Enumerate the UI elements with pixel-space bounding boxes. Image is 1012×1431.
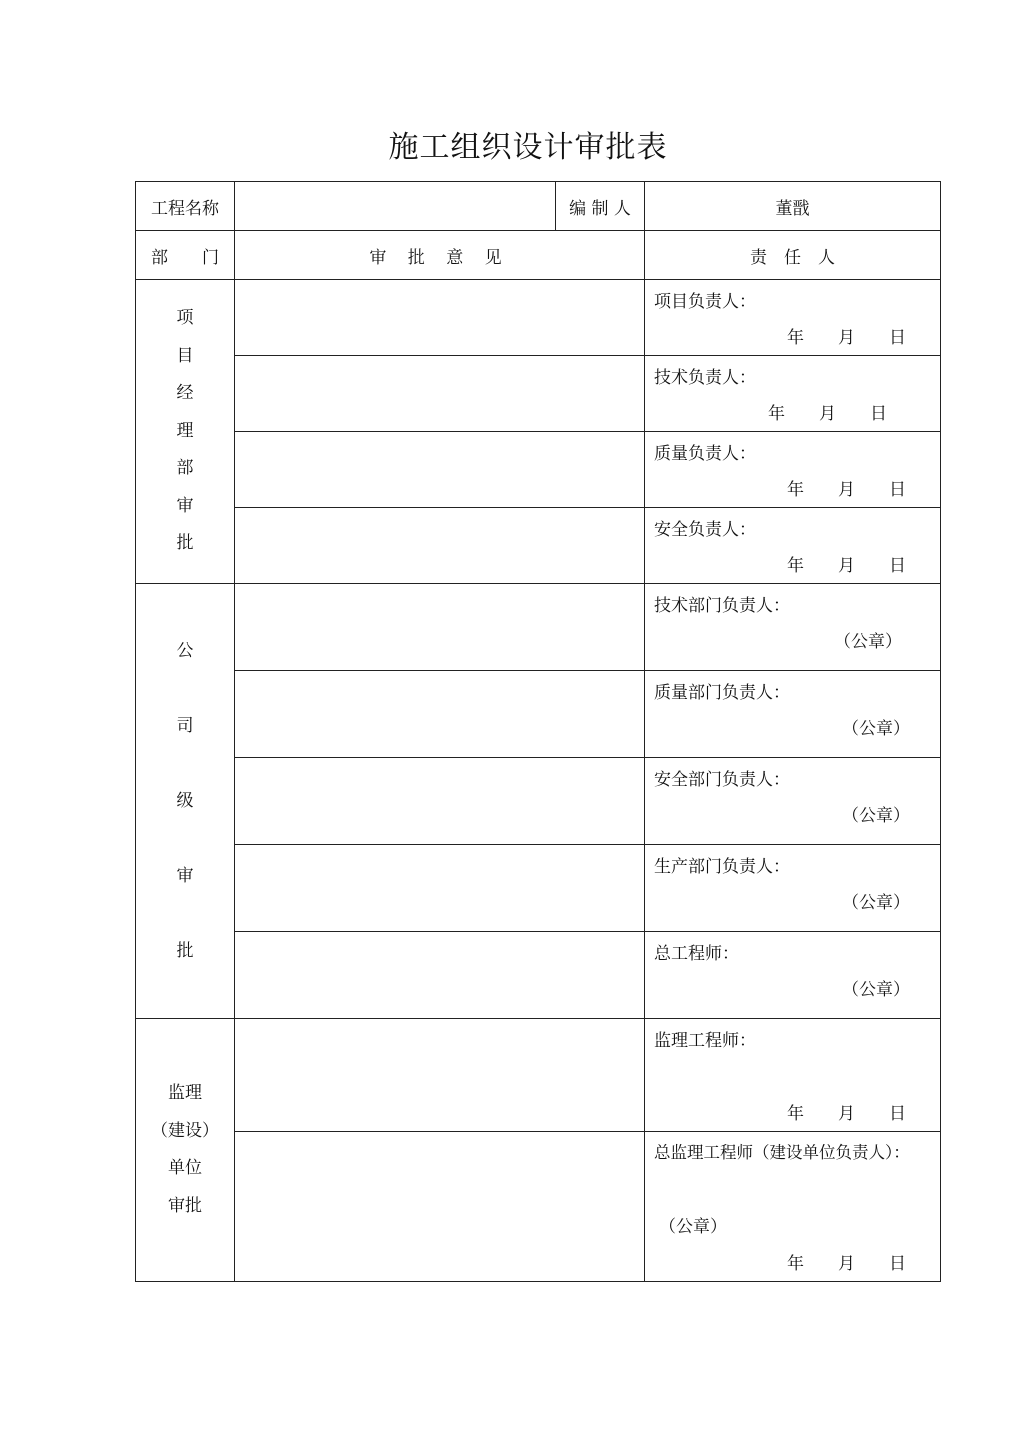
project-name-label: 工程名称 <box>136 182 235 231</box>
approval-form-table <box>135 181 941 1282</box>
table-row <box>136 932 941 1019</box>
signature-cell-safety-dept[interactable] <box>645 758 941 845</box>
role-label: 总监理工程师（建设单位负责人）： <box>654 1143 910 1162</box>
seal-label: （公章） <box>842 719 910 739</box>
seal-label: （公章） <box>659 1217 727 1237</box>
page-title: 施工组织设计审批表 <box>388 130 668 165</box>
supervision-dept-label: 监理 （建设） 单位 审批 <box>136 1019 235 1282</box>
signature-cell-safety-leader[interactable] <box>645 508 941 584</box>
signature-cell-quality-dept[interactable] <box>645 671 941 758</box>
role-label: 安全负责人： <box>654 520 756 540</box>
role-label: 质量部门负责人： <box>654 683 790 703</box>
opinion-field-safety-dept[interactable] <box>235 758 645 845</box>
project-dept-label: 项 目 经 理 部 审 批 <box>136 280 235 584</box>
seal-label: （公章） <box>842 806 910 826</box>
compiler-label: 编 制 人 <box>556 182 645 231</box>
role-label: 生产部门负责人： <box>654 857 790 877</box>
date-line: 年 月 日 <box>787 1104 906 1124</box>
signature-cell-chief-supervisor[interactable] <box>645 1132 941 1282</box>
date-line: 年 月 日 <box>787 556 906 576</box>
opinion-field-supervising-engineer[interactable] <box>235 1019 645 1132</box>
date-line: 年 月 日 <box>787 328 906 348</box>
opinion-field-safety-leader[interactable] <box>235 508 645 584</box>
column-header-row <box>136 231 941 280</box>
table-row <box>136 1019 941 1132</box>
opinion-field-quality-dept[interactable] <box>235 671 645 758</box>
opinion-field-project-leader[interactable] <box>235 280 645 356</box>
seal-label: （公章） <box>834 632 902 652</box>
opinion-field-chief-engineer[interactable] <box>235 932 645 1019</box>
role-label: 安全部门负责人： <box>654 770 790 790</box>
seal-label: （公章） <box>842 893 910 913</box>
role-label: 监理工程师： <box>654 1031 756 1051</box>
signature-cell-technical-leader[interactable] <box>645 356 941 432</box>
signature-cell-project-leader[interactable] <box>645 280 941 356</box>
role-label: 质量负责人： <box>654 444 756 464</box>
table-row <box>136 1132 941 1282</box>
header-row <box>136 182 941 231</box>
signature-cell-chief-engineer[interactable] <box>645 932 941 1019</box>
opinion-field-technical-dept[interactable] <box>235 584 645 671</box>
opinion-field-technical-leader[interactable] <box>235 356 645 432</box>
opinion-field-quality-leader[interactable] <box>235 432 645 508</box>
signature-cell-quality-leader[interactable] <box>645 432 941 508</box>
date-line: 年 月 日 <box>768 404 887 424</box>
company-dept-label: 公 司 级 审 批 <box>136 584 235 1019</box>
department-header: 部 门 <box>136 231 235 280</box>
compiler-value[interactable]: 董戬 <box>645 182 941 231</box>
table-row <box>136 845 941 932</box>
table-row <box>136 584 941 671</box>
signature-cell-supervising-engineer[interactable] <box>645 1019 941 1132</box>
signature-cell-technical-dept[interactable] <box>645 584 941 671</box>
responsible-header: 责 任 人 <box>645 231 941 280</box>
date-line: 年 月 日 <box>787 1254 906 1274</box>
signature-cell-production-dept[interactable] <box>645 845 941 932</box>
date-line: 年 月 日 <box>787 480 906 500</box>
table-row <box>136 432 941 508</box>
table-row <box>136 508 941 584</box>
role-label: 总工程师： <box>654 944 739 964</box>
opinion-header: 审 批 意 见 <box>235 231 645 280</box>
opinion-field-production-dept[interactable] <box>235 845 645 932</box>
seal-label: （公章） <box>842 980 910 1000</box>
opinion-field-chief-supervisor[interactable] <box>235 1132 645 1282</box>
table-row <box>136 280 941 356</box>
table-row <box>136 356 941 432</box>
table-row <box>136 671 941 758</box>
table-row <box>136 758 941 845</box>
project-name-field[interactable] <box>235 182 556 231</box>
role-label: 技术负责人： <box>654 368 756 388</box>
role-label: 技术部门负责人： <box>654 596 790 616</box>
role-label: 项目负责人： <box>654 292 756 312</box>
